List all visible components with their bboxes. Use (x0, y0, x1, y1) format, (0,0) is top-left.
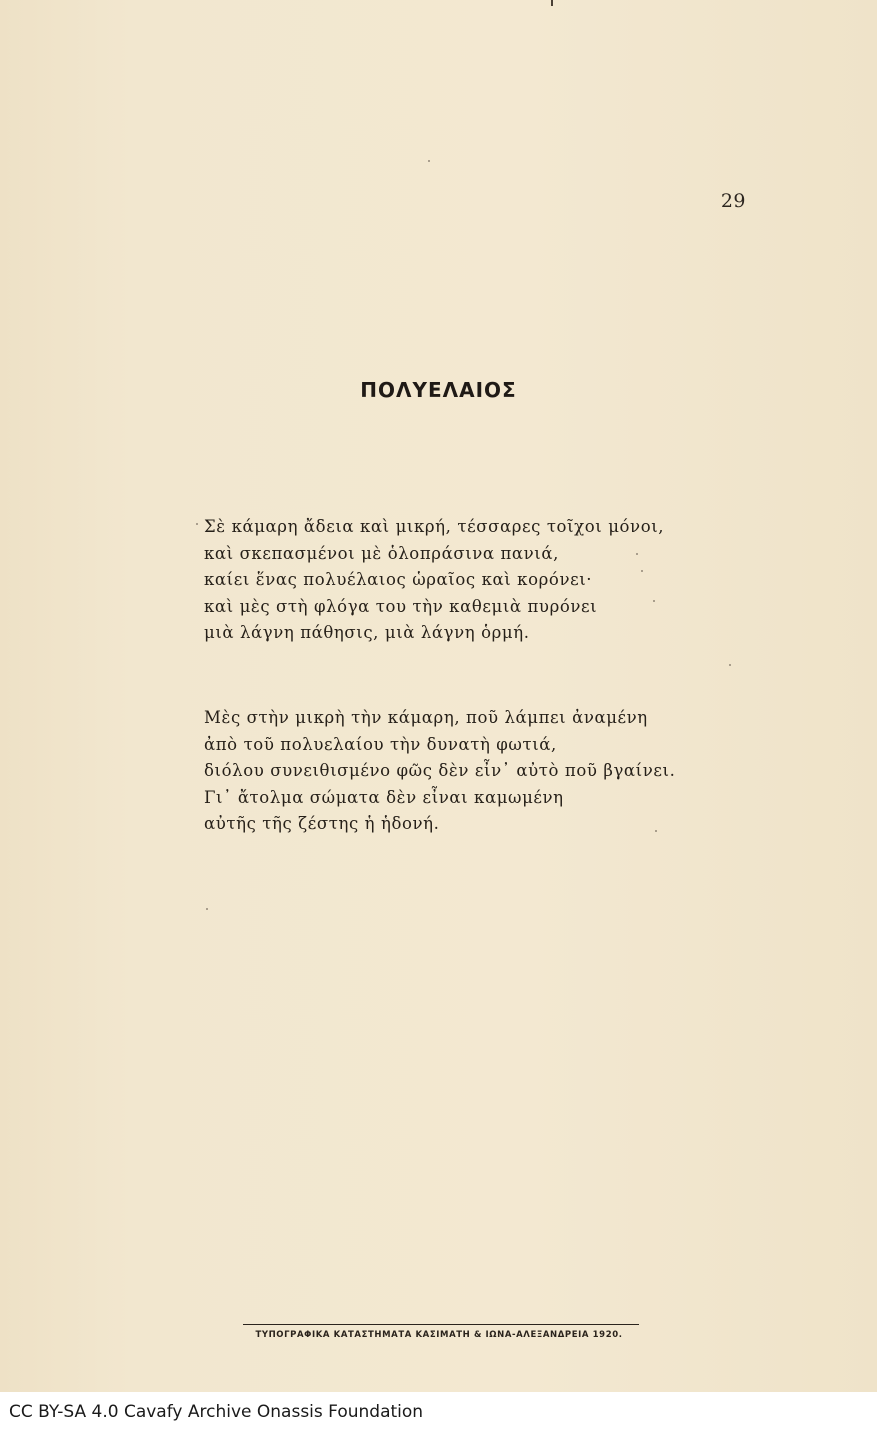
paper-speck (196, 523, 198, 525)
footer-rule (243, 1324, 639, 1325)
poem-line: μιὰ λάγνη πάθησις, μιὰ λάγνη ὁρμή. (204, 623, 530, 642)
poem-line: καίει ἕνας πολυέλαιος ὡραῖος καὶ κορόνει· (204, 570, 593, 589)
paper-speck (428, 160, 430, 162)
page-number: 29 (720, 190, 746, 212)
stanza-1 (204, 514, 724, 647)
poem-line: Σὲ κάμαρη ἄδεια καὶ μικρή, τέσσαρες τοῖχοι μόνοι, (204, 517, 665, 536)
paper-speck (655, 830, 657, 832)
paper-speck (653, 600, 655, 602)
printer-imprint: ΤΥΠΟΓΡΑΦΙΚΑ ΚΑΤΑΣΤΗΜΑΤΑ ΚΑΣΙΜΑΤΗ & ΙΩΝΑ-ΑΛΕΞΑΝΔΡΕΙΑ 1920. (255, 1330, 623, 1340)
poem-title: ΠΟΛΥΕΛΑΙΟΣ (360, 378, 517, 402)
poem-line: αὐτῆς τῆς ζέστης ἡ ἡδονή. (204, 814, 440, 833)
paper-speck (636, 553, 638, 555)
poem-line: ἀπὸ τοῦ πολυελαίου τὴν δυνατὴ φωτιά, (204, 734, 557, 754)
stanza-2 (204, 705, 724, 838)
poem-line: Γι᾽ ἄτολμα σώματα δὲν εἶναι καμωμένη (204, 787, 564, 807)
page-edge-mark (551, 0, 553, 6)
license-credit: CC BY-SA 4.0 Cavafy Archive Onassis Foundation (9, 1402, 424, 1422)
poem-line: διόλου συνειθισμένο φῶς δὲν εἶν᾽ αὐτὸ ποῦ βγαίνει. (204, 761, 676, 780)
paper-speck (206, 908, 208, 910)
poem-line: Μὲς στὴν μικρὴ τὴν κάμαρη, ποῦ λάμπει ἀναμένη (204, 708, 648, 727)
poem-line: καὶ σκεπασμένοι μὲ ὁλοπράσινα πανιά, (204, 543, 559, 563)
poem-line: καὶ μὲς στὴ φλόγα του τὴν καθεμιὰ πυρόνει (204, 596, 598, 616)
paper-speck (641, 570, 643, 572)
paper-speck (729, 664, 731, 666)
